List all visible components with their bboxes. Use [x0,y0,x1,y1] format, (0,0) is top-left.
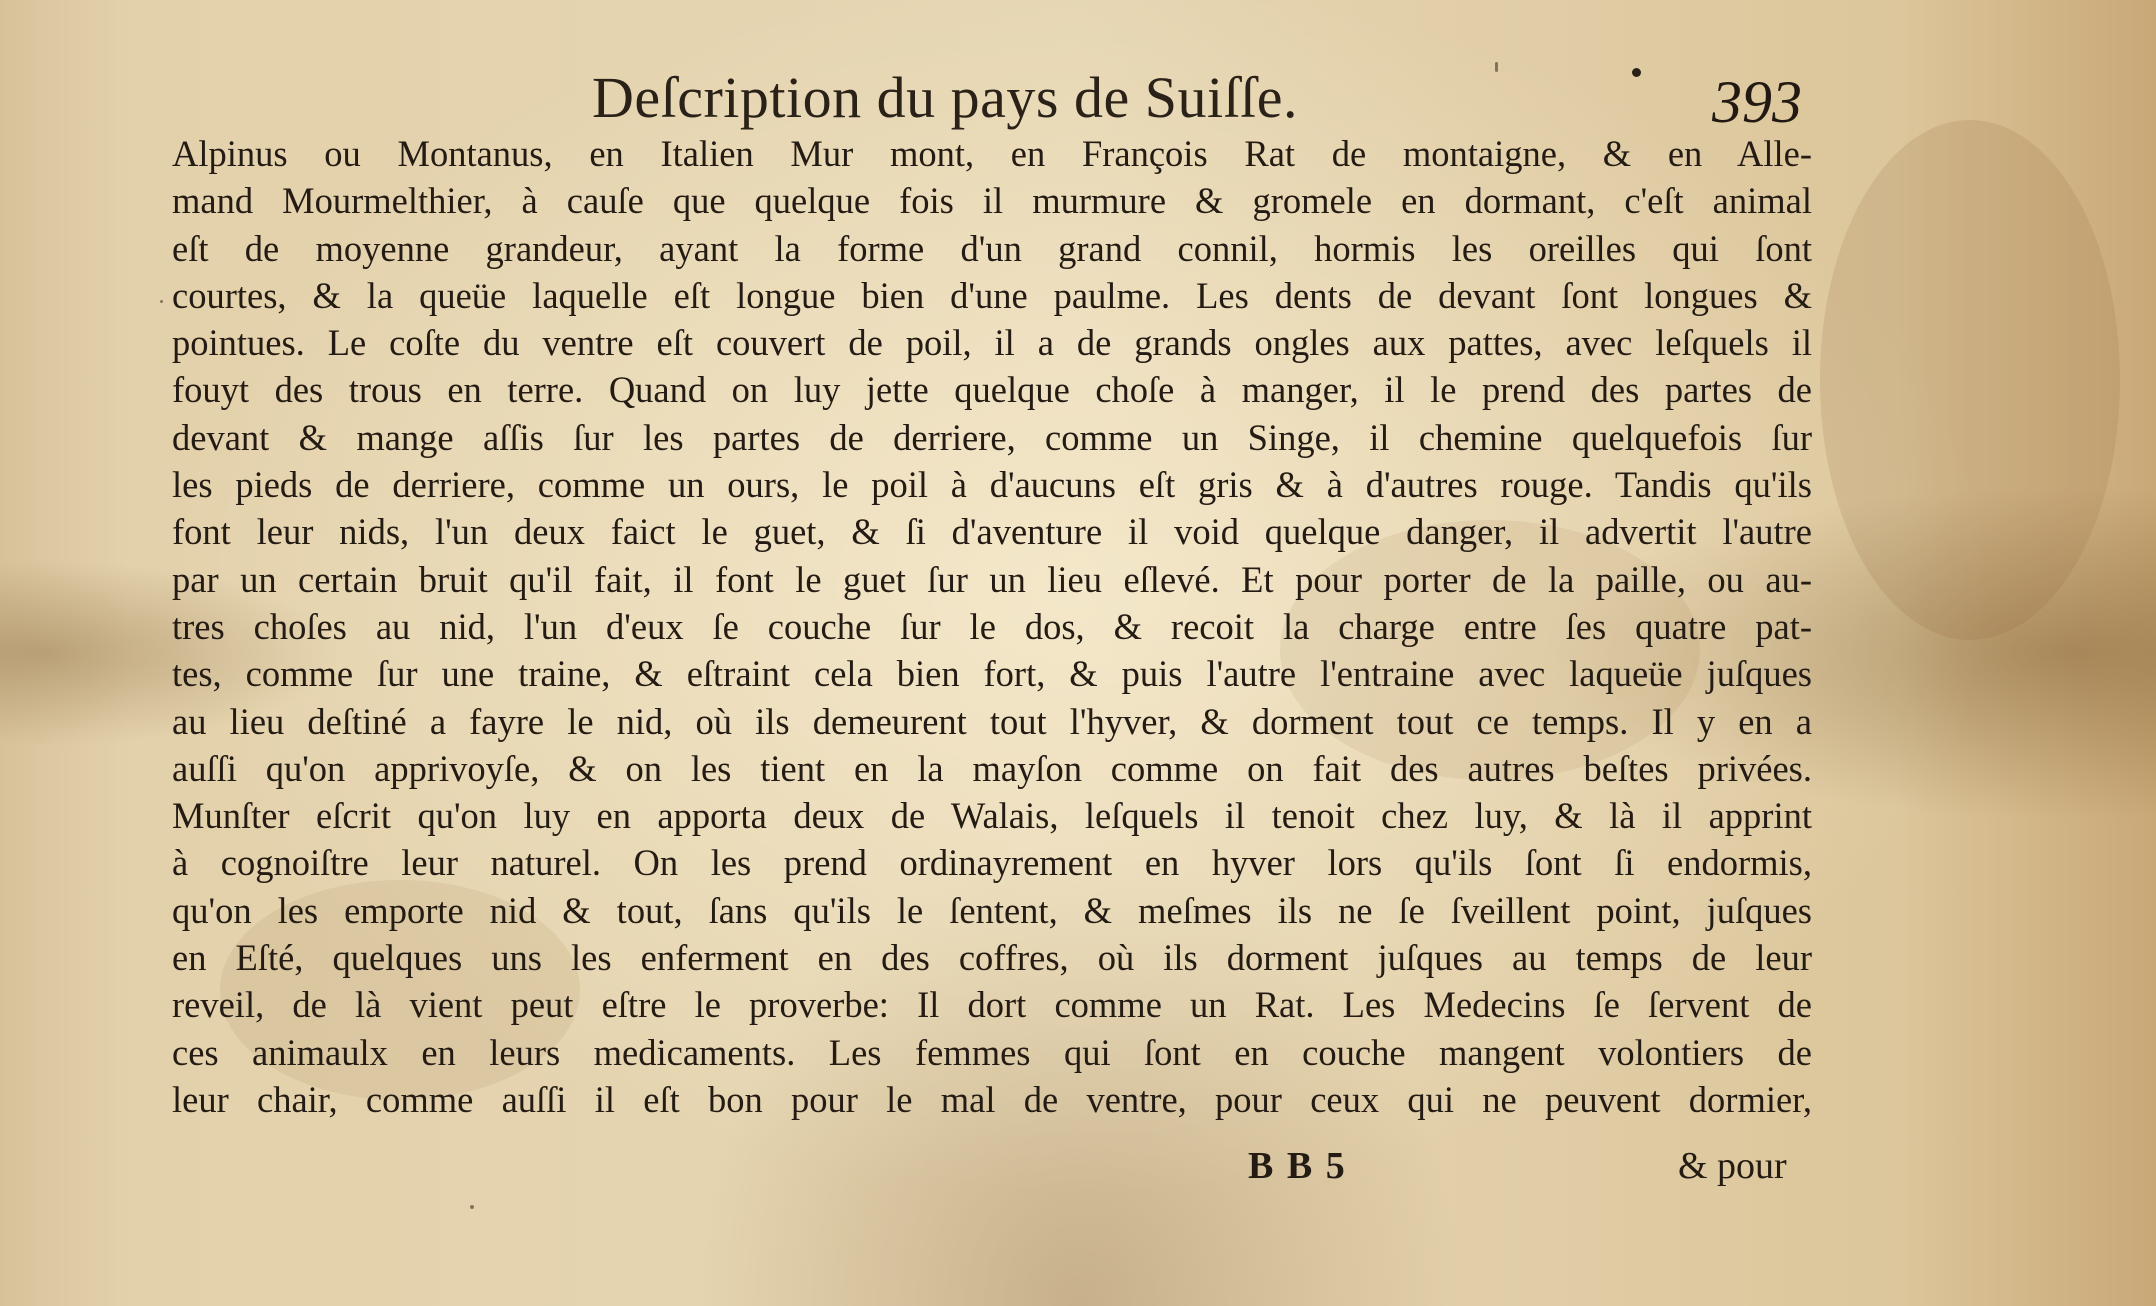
text-line: tes, comme ſur une traine, & eſtraint cela bien fort, & puis l'autre l'entraine avec laqueüe juſques [172,653,1812,695]
text-line: à cognoiſtre leur naturel. On les prend ordinayrement en hyver lors qu'ils ſont ſi endormis, [172,842,1812,884]
page-footer [0,1138,2156,1198]
text-line: auſſi qu'on apprivoyſe, & on les tient en la mayſon comme on fait des autres beſtes privées. [172,747,1812,789]
text-line: tres choſes au nid, l'un d'eux ſe couche ſur le dos, & recoit la charge entre ſes quatre pat- [172,605,1812,647]
text-line: Alpinus ou Montanus, en Italien Mur mont, en François Rat de montaigne, & en Alle- [172,133,1812,174]
text-line: les pieds de derriere, comme un ours, le poil à d'aucuns eſt gris & à d'autres rouge. Tandis qu'ils [172,464,1812,506]
text-line: mand Mourmelthier, à cauſe que quelque fois il murmure & gromele en dormant, c'eſt animal [172,180,1812,222]
text-line: devant & mange aſſis ſur les partes de derriere, comme un Singe, il chemine quelquefois ſur [172,416,1812,458]
text-line: eſt de moyenne grandeur, ayant la forme d'un grand connil, hormis les oreilles qui ſont [172,227,1812,269]
text-line: qu'on les emporte nid & tout, ſans qu'ils le ſentent, & meſmes ils ne ſe ſveillent point, juſques [172,889,1812,931]
text-line: ces animaulx en leurs medicaments. Les femmes qui ſont en couche mangent volontiers de [172,1031,1812,1073]
page-number: 393 [1712,69,1802,135]
body-text [172,130,1812,1123]
text-line: pointues. Le coſte du ventre eſt couvert de poil, il a de grands ongles aux pattes, avec leſquels il [172,322,1812,364]
page-header [0,58,2156,138]
text-line: leur chair, comme auſſi il eſt bon pour le mal de ventre, pour ceux qui ne peuvent dormier, [172,1078,1812,1120]
ink-speck [160,300,163,303]
ink-speck [1495,62,1498,72]
text-line: font leur nids, l'un deux faict le guet, & ſi d'aventure il void quelque danger, il advertit l'autre [172,511,1812,553]
ink-speck [470,1205,474,1209]
text-line: Munſter eſcrit qu'on luy en apporta deux de Walais, leſquels il tenoit chez luy, & là il apprint [172,795,1812,837]
text-line: reveil, de là vient peut eſtre le proverbe: Il dort comme un Rat. Les Medecins ſe ſervent de [172,984,1812,1026]
text-line: au lieu deſtiné a fayre le nid, où ils demeurent tout l'hyver, & dorment tout ce temps. Il y en a [172,700,1812,742]
catchword: & pour [1678,1145,1787,1187]
text-line: par un certain bruit qu'il fait, il font le guet ſur un lieu eſlevé. Et pour porter de la paille, ou au- [172,558,1812,600]
ink-dot [1632,68,1641,77]
running-title: Deſcription du pays de Suiſſe. [592,65,1299,130]
paper-stain [1820,120,2120,640]
text-line: fouyt des trous en terre. Quand on luy jette quelque choſe à manger, il le prend des partes de [172,369,1812,411]
text-line: courtes, & la queüe laquelle eſt longue bien d'une paulme. Les dents de devant ſont longues & [172,274,1812,316]
signature-mark: B B 5 [1248,1145,1347,1187]
text-line: en Eſté, quelques uns les enferment en des coffres, où ils dorment juſques au temps de leur [172,937,1812,979]
